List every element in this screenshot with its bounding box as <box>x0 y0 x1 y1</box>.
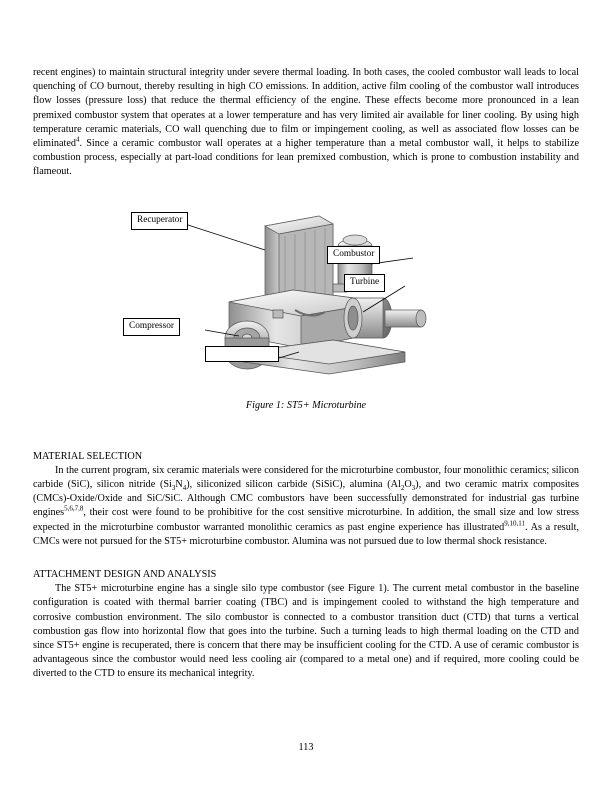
ms-text-g: . As a result, CMCs were not pursued for the ST5+ microturbine combustor. Alumina was not pursued due to low thermal shock resistance. <box>33 521 579 547</box>
paragraph-intro-continued: . Since a ceramic combustor wall operates at a higher temperature than a metal combustor wall, it helps to stabilize combustion process, especially at part-load conditions for lean premixed combustion, which is prone to combustion instability and flameout. <box>33 138 579 178</box>
figure-1-caption: Figure 1: ST5+ Microturbine <box>245 399 367 411</box>
ms-sub-d: 3 <box>411 484 416 493</box>
callout-turbine <box>344 274 385 292</box>
ms-sub-a: 3 <box>171 484 176 493</box>
microturbine-illustration <box>33 206 579 381</box>
ms-text-f: , their cost were found to be prohibitive for the cost sensitive microturbine. In addition, the small size and low stress expected in the microturbine combustor warranted monolithic ceramics as past engine experience has illustrated <box>33 507 579 533</box>
callout-unlabeled <box>205 346 279 362</box>
paragraph-intro <box>33 66 579 180</box>
callout-turbine-label: Turbine <box>350 276 380 287</box>
footnote-ref-91011: 9,10,11 <box>504 519 526 528</box>
ms-text-c: ), siliconized silicon carbide (SiSiC), alumina (Al <box>186 479 401 491</box>
callout-combustor-label: Combustor <box>333 248 375 259</box>
callout-compressor <box>123 318 180 336</box>
footnote-ref-5678: 5,6,7,8 <box>64 505 84 514</box>
paragraph-attachment-design: The ST5+ microturbine engine has a single silo type combustor (see Figure 1). The current metal combustor in the baseline configuration is coated with thermal barrier coating (TBC) and is impingement cooled to withstand the high temperature and corrosive combustion environment. The silo combustor is connected to a combustor transition duct (CTD) that turns a vertical combustion gas flow into horizontal flow that goes into the turbine. Such a turning leads to high thermal loading on the CTD and since ST5+ engine is recuperated, there is concern that there may be insufficient cooling for the CTD. A use of ceramic combustor is advantageous since the combustor would need less cooling air (compared to a metal one) and if required, more cooling could be diverted to the CTD to ensure its mechanical integrity. <box>33 583 579 680</box>
ms-text-b: N <box>175 479 183 491</box>
callout-recuperator-label: Recuperator <box>137 214 183 225</box>
callout-combustor <box>327 246 380 264</box>
page-number: 113 <box>298 742 314 753</box>
paragraph-material-selection <box>33 464 579 549</box>
heading-attachment-design: ATTACHMENT DESIGN AND ANALYSIS <box>33 569 217 581</box>
ms-text-a: In the current program, six ceramic materials were considered for the microturbine combustor, four monolithic ceramics; silicon carbide (SiC), silicon nitride (Si <box>33 464 579 491</box>
ms-text-e: ), and two ceramic matrix composites (CMCs)-Oxide/Oxide and SiC/SiC. Although CMC combustors have been successfully demonstrated for industrial gas turbine engines <box>33 479 579 519</box>
ms-text-d: O <box>404 479 412 491</box>
ms-sub-c: 2 <box>400 484 405 493</box>
page-content <box>33 66 579 682</box>
footnote-ref-4: 4 <box>76 135 80 144</box>
ms-sub-b: 4 <box>182 484 187 493</box>
paragraph-intro-text: recent engines) to maintain structural integrity under severe thermal loading. In both cases, the cooled combustor wall leads to local quenching of CO burnout, thereby resulting in high CO emissions. In addition, active film cooling of the combustor wall introduces flow losses (pressure loss) that reduce the thermal efficiency of the engine. These effects become more pronounced in a lean premixed combustor system that operates at a lower temperature and has very limited air available for liner cooling. By using high temperature ceramic materials, CO wall quenching due to film or impingement cooling, as well as associated flow losses can be eliminated <box>33 67 579 150</box>
callout-recuperator <box>131 212 188 230</box>
figure-1-microturbine <box>33 206 579 381</box>
heading-material-selection: MATERIAL SELECTION <box>33 450 143 462</box>
callout-compressor-label: Compressor <box>129 320 174 331</box>
